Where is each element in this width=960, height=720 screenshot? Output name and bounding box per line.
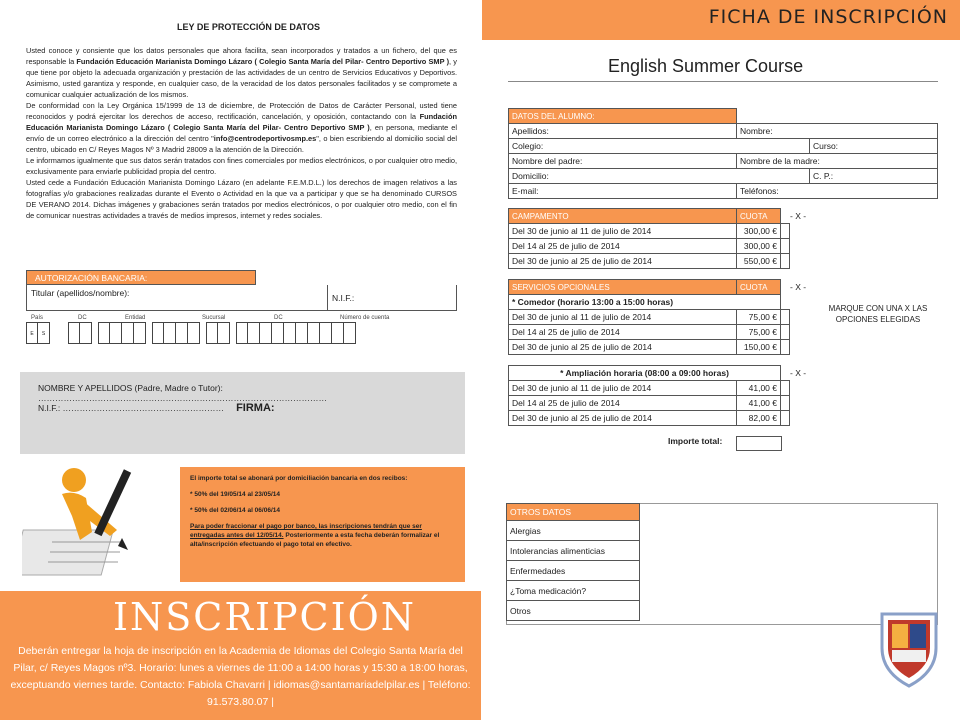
- curso-field[interactable]: Curso:: [810, 139, 938, 154]
- ficha-header: [482, 0, 960, 40]
- servicios-cuota: CUOTA: [737, 280, 781, 295]
- option-checkbox[interactable]: [781, 411, 790, 426]
- inscripcion-title: INSCRIPCIÓN: [113, 595, 417, 639]
- law-text: Usted conoce y consiente que los datos personales que ahora facilita, sean incorporados y tratados a un fichero, del que es responsable la Fundación Educación Marianista Domingo Lázaro ( Colegio Santa María del Pilar- Centro Deportivo SMP ), y que tiene por objeto la adecuada organización y prestación de las actividades de un centro de Servicios Educativos y Deportivos. Asimismo, usted garantiza y responde, en cualquier caso, de la veracidad de los datos personales facilitados y se compromete a comunicar cualquier actualización de los mismos. De conformidad con la Ley Orgánica 15/1999 de 13 de diciembre, de Protección de Datos de Carácter Personal, usted tiene reconocidos y podrá ejercitar los derechos de acceso, rectificación, cancelación, y oposición, contactando con la Fundación Educación Marianista Domingo Lázaro ( Colegio Santa María del Pilar- Centro Deportivo SMP ), en persona, mediante el envío de un correo electrónico a la dirección del centro "info@centrodeportivosmp.es", o bien escribiendo al domicilio social del centro, ubicado en C/ Reyes Magos Nº 3 Madrid 28009 a la atención de la Dirección. Le informamos igualmente que sus datos serán tratados con fines comerciales por medios electrónicos, o por cualquier otro medio, exclusivamente para enviarle publicidad propia del centro. Usted cede a Fundación Educación Marianista Domingo Lázaro (en adelante F.E.M.D.L.) los derechos de imagen relativos a las fotografías y/o grabaciones realizadas durante el Evento o Actividad en la que va a participar y que se ha denominado CURSOS DE VERANO 2014. Dichas imágenes y grabaciones serán tratados por medios electrónicos, o por cualquier otro medio, con el fin de comunicar nuestras actividades a través de medios impresos, internet y redes sociales.: [26, 46, 458, 220]
- student-header: DATOS DEL ALUMNO:: [509, 109, 737, 124]
- label-entidad: Entidad: [125, 315, 146, 321]
- comedor-label: * Comedor (horario 13:00 a 15:00 horas): [509, 295, 781, 310]
- table-row: Del 30 de junio al 11 de julio de 2014 41,00 €: [509, 381, 790, 396]
- servicios-x-label: - X -: [790, 282, 807, 292]
- ficha-title: FICHA DE INSCRIPCIÓN: [708, 6, 948, 28]
- nif-field[interactable]: N.I.F.:: [332, 293, 355, 303]
- inscripcion-panel: [0, 591, 481, 720]
- campamento-header: CAMPAMENTO: [509, 209, 737, 224]
- campamento-cuota: CUOTA: [737, 209, 781, 224]
- padre-field[interactable]: Nombre del padre:: [509, 154, 737, 169]
- total-field[interactable]: [736, 436, 782, 451]
- ampliacion-table: [508, 365, 790, 426]
- total-label: Importe total:: [668, 436, 723, 446]
- label-dc1: DC: [78, 315, 87, 321]
- email-field[interactable]: E-mail:: [509, 184, 737, 199]
- course-divider: [508, 81, 938, 82]
- option-checkbox[interactable]: [781, 224, 790, 239]
- option-checkbox[interactable]: [781, 381, 790, 396]
- guardian-name-line: NOMBRE Y APELLIDOS (Padre, Madre o Tutor): …………………………………………………………………………………………: [38, 383, 327, 403]
- firma-label: FIRMA:: [236, 402, 275, 414]
- table-row: Del 30 de junio al 25 de julio de 2014 150,00 €: [509, 340, 790, 355]
- inscripcion-text: Deberán entregar la hoja de inscripción en la Academia de Idiomas del Colegio Santa María del Pilar, c/ Reyes Magos nº3. Horario: lunes a viernes de 11:00 a 14:00 horas y 15:30 a 18:00 horas, exceptuando viernes tarde. Contacto: Fabiola Chavarri | idiomas@santamariadelpilar.es | Teléfono: 91.573.80.07 |: [10, 645, 471, 708]
- guardian-nif-line: N.I.F.: ………………………………………………… FIRMA:: [38, 402, 275, 414]
- bank-authorization: [26, 270, 457, 311]
- payment-info: El importe total se abonará por domiciliación bancaria en dos recibos: * 50% del 19/05/14 al 23/05/14 * 50% del 02/06/14 al 06/06/14 Para poder fraccionar el pago por banco, las inscripciones tendrán que ser entregadas antes del 12/05/14. Posteriormente a esta fecha deberán formalizar el alta/inscripción efectuando el pago total en efectivo.: [180, 467, 465, 582]
- madre-field[interactable]: Nombre de la madre:: [737, 154, 938, 169]
- telefonos-field[interactable]: Teléfonos:: [737, 184, 938, 199]
- table-row: Del 14 al 25 de julio de 2014 75,00 €: [509, 325, 790, 340]
- intolerancias-field[interactable]: Intolerancias alimenticias: [507, 541, 640, 561]
- holder-field[interactable]: Titular (apellidos/nombre):: [27, 285, 328, 310]
- medicacion-field[interactable]: ¿Toma medicación?: [507, 581, 640, 601]
- servicios-header: SERVICIOS OPCIONALES: [509, 280, 737, 295]
- table-row: Del 30 de junio al 25 de julio de 2014 550,00 €: [509, 254, 790, 269]
- option-checkbox[interactable]: [781, 325, 790, 340]
- cp-field[interactable]: C. P.:: [810, 169, 938, 184]
- label-dc2: DC: [274, 315, 283, 321]
- table-row: Del 30 de junio al 11 de julio de 2014 300,00 €: [509, 224, 790, 239]
- apellidos-field[interactable]: Apellidos:: [509, 124, 737, 139]
- domicilio-field[interactable]: Domicilio:: [509, 169, 810, 184]
- otros-field[interactable]: Otros: [507, 601, 640, 621]
- option-checkbox[interactable]: [781, 310, 790, 325]
- enfermedades-field[interactable]: Enfermedades: [507, 561, 640, 581]
- table-row: Del 14 al 25 de julio de 2014 300,00 €: [509, 239, 790, 254]
- label-cuenta: Número de cuenta: [340, 315, 390, 321]
- otros-header: OTROS DATOS: [507, 504, 640, 521]
- alergias-field[interactable]: Alergias: [507, 521, 640, 541]
- option-checkbox[interactable]: [781, 396, 790, 411]
- pencil-figure-icon: [22, 460, 162, 590]
- label-sucursal: Sucursal: [202, 315, 226, 321]
- label-pais: País: [31, 315, 44, 321]
- law-title: LEY DE PROTECCIÓN DE DATOS: [176, 22, 321, 32]
- nombre-field[interactable]: Nombre:: [737, 124, 938, 139]
- table-row: Del 30 de junio al 11 de julio de 2014 75,00 €: [509, 310, 790, 325]
- option-checkbox[interactable]: [781, 239, 790, 254]
- course-title: English Summer Course: [608, 56, 804, 76]
- servicios-table: [508, 279, 790, 355]
- table-row: Del 30 de junio al 25 de julio de 2014 82,00 €: [509, 411, 790, 426]
- otros-datos-table: [506, 503, 640, 621]
- marque-note: MARQUE CON UNA X LAS OPCIONES ELEGIDAS: [828, 304, 928, 324]
- table-row: Del 14 al 25 de julio de 2014 41,00 €: [509, 396, 790, 411]
- option-checkbox[interactable]: [781, 254, 790, 269]
- account-number-boxes[interactable]: E S: [26, 322, 356, 344]
- option-checkbox[interactable]: [781, 340, 790, 355]
- ampliacion-label: * Ampliación horaria (08:00 a 09:00 horas): [509, 366, 781, 381]
- colegio-field[interactable]: Colegio:: [509, 139, 810, 154]
- school-shield-icon: [878, 608, 940, 693]
- student-data-table: [508, 108, 938, 199]
- bank-header: AUTORIZACIÓN BANCARIA:: [26, 270, 256, 285]
- signature-box[interactable]: [20, 372, 465, 454]
- ampliacion-x-label: - X -: [790, 368, 807, 378]
- campamento-table: [508, 208, 790, 269]
- campamento-x-label: - X -: [790, 211, 807, 221]
